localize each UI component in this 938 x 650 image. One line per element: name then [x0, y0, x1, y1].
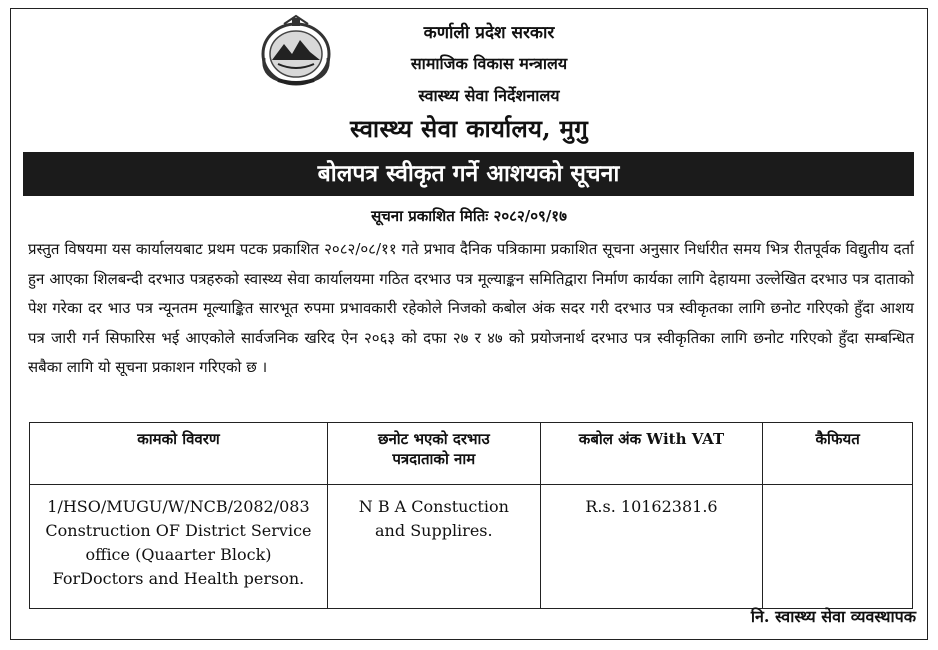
cell-amount: R.s. 10162381.6: [540, 485, 763, 609]
cell-remarks: [763, 485, 913, 609]
column-header-amount: कबोल अंक With VAT: [540, 423, 763, 485]
header-government: कर्णाली प्रदेश सरकार: [423, 23, 555, 43]
column-header-bidder: छनोट भएको दरभाउ पत्रदाताको नाम: [327, 423, 540, 485]
header-ministry: सामाजिक विकास मन्त्रालय: [410, 54, 568, 73]
table-row: [30, 485, 913, 609]
notice-banner: बोलपत्र स्वीकृत गर्ने आशयको सूचना: [23, 152, 914, 196]
table-header-row: [30, 423, 913, 485]
cell-bidder: N B A Constuction and Supplires.: [327, 485, 540, 609]
award-table: [29, 422, 913, 609]
notice-body: प्रस्तुत विषयमा यस कार्यालयबाट प्रथम पटक प्रकाशित २०८२/०८/११ गते प्रभाव दैनिक पत्रिकामा प्रकाशित सूचना अनुसार निर्धारीत समय भित्र रीतपूर्वक विद्युतीय दर्ता हुन आएका शिलबन्दी दरभाउ पत्रहरुको स्वास्थ्य सेवा कार्यालयमा गठित दरभाउ पत्र मूल्याङ्कन समितिद्वारा निर्माण कार्यका लागि देहायमा उल्लेखित दरभाउ पत्र दाताको पेश गरेका दर भाउ पत्र न्यूनतम मूल्याङ्कित सारभूत रुपमा प्रभावकारी रहेकोले निजको कबोल अंक सदर गरी दरभाउ पत्र स्वीकृतका लागि छनोट गरिएको हुँदा आशय पत्र जारी गर्न सिफारिस भई आएकोले सार्वजनिक खरिद ऐन २०६३ को दफा २७ र ४७ को प्रयोजनार्थ दरभाउ पत्र स्वीकृतिका लागि छनोट गरिएको हुँदा सम्बन्धित सबैका लागि यो सूचना प्रकाशन गरिएको छ ।: [28, 240, 914, 376]
publication-date: २०८२/०९/१७: [493, 207, 567, 225]
signatory: नि. स्वास्थ्य सेवा व्यवस्थापक: [750, 607, 916, 626]
column-header-description: कामको विवरण: [30, 423, 328, 485]
publication-label: सूचना प्रकाशित मितिः: [371, 207, 489, 225]
cell-description: 1/HSO/MUGU/W/NCB/2082/083 Construction OF District Service office (Quaarter Block) ForDoctors and Health person.: [30, 485, 328, 609]
header-directorate: स्वास्थ्य सेवा निर्देशनालय: [418, 86, 560, 105]
column-header-remarks: कैफियत: [763, 423, 913, 485]
publication-date-line: [0, 206, 938, 226]
office-title: स्वास्थ्य सेवा कार्यालय, मुगु: [349, 114, 589, 143]
